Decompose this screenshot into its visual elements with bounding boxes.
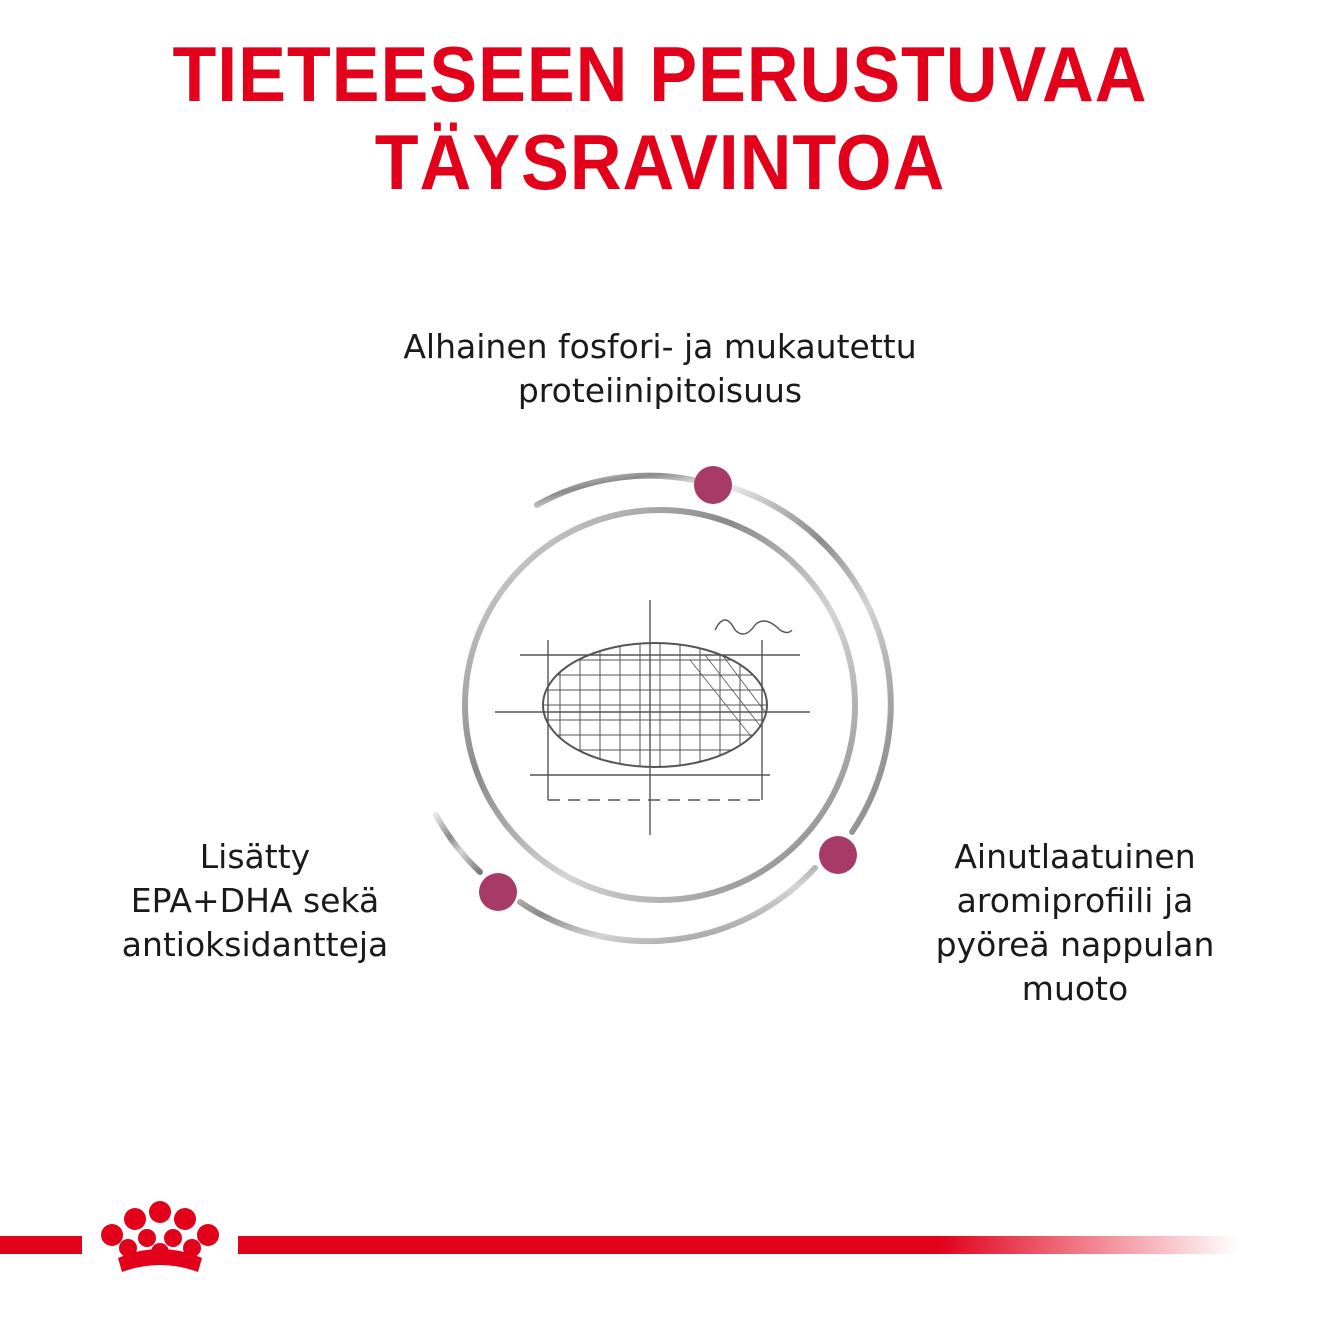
outer-ring-arc-top xyxy=(537,476,693,505)
feature-top-line-2: proteiinipitoisuus xyxy=(517,371,803,410)
outer-ring-arc-left xyxy=(436,815,480,872)
feature-right-line-3: pyöreä nappulan xyxy=(935,925,1215,964)
feature-left-line-1: Lisätty xyxy=(199,837,311,876)
royal-canin-crown-logo xyxy=(101,1201,219,1272)
feature-right-line-4: muoto xyxy=(1021,969,1129,1008)
feature-dot-left xyxy=(479,873,517,911)
page-title-line-2: TÄYSRAVINTOA xyxy=(374,118,946,206)
feature-dot-top xyxy=(694,466,732,504)
feature-right-line-1: Ainutlaatuinen xyxy=(954,837,1196,876)
brand-bar-left xyxy=(0,1236,82,1254)
feature-top-line-1: Alhainen fosfori- ja mukautettu xyxy=(403,327,917,366)
brand-bar-right xyxy=(238,1236,1238,1254)
feature-right-line-2: aromiprofiili ja xyxy=(956,881,1194,920)
kibble-sketch-icon xyxy=(495,600,810,835)
feature-left-line-2: EPA+DHA sekä xyxy=(130,881,380,920)
brand-footer xyxy=(0,1190,1320,1310)
page-title-line-1: TIETEESEEN PERUSTUVAA xyxy=(172,30,1148,118)
feature-left-line-3: antioksidantteja xyxy=(121,925,389,964)
outer-ring-arc-right xyxy=(733,488,891,832)
feature-dot-right xyxy=(819,836,857,874)
outer-ring-arc-bottom xyxy=(520,868,815,941)
